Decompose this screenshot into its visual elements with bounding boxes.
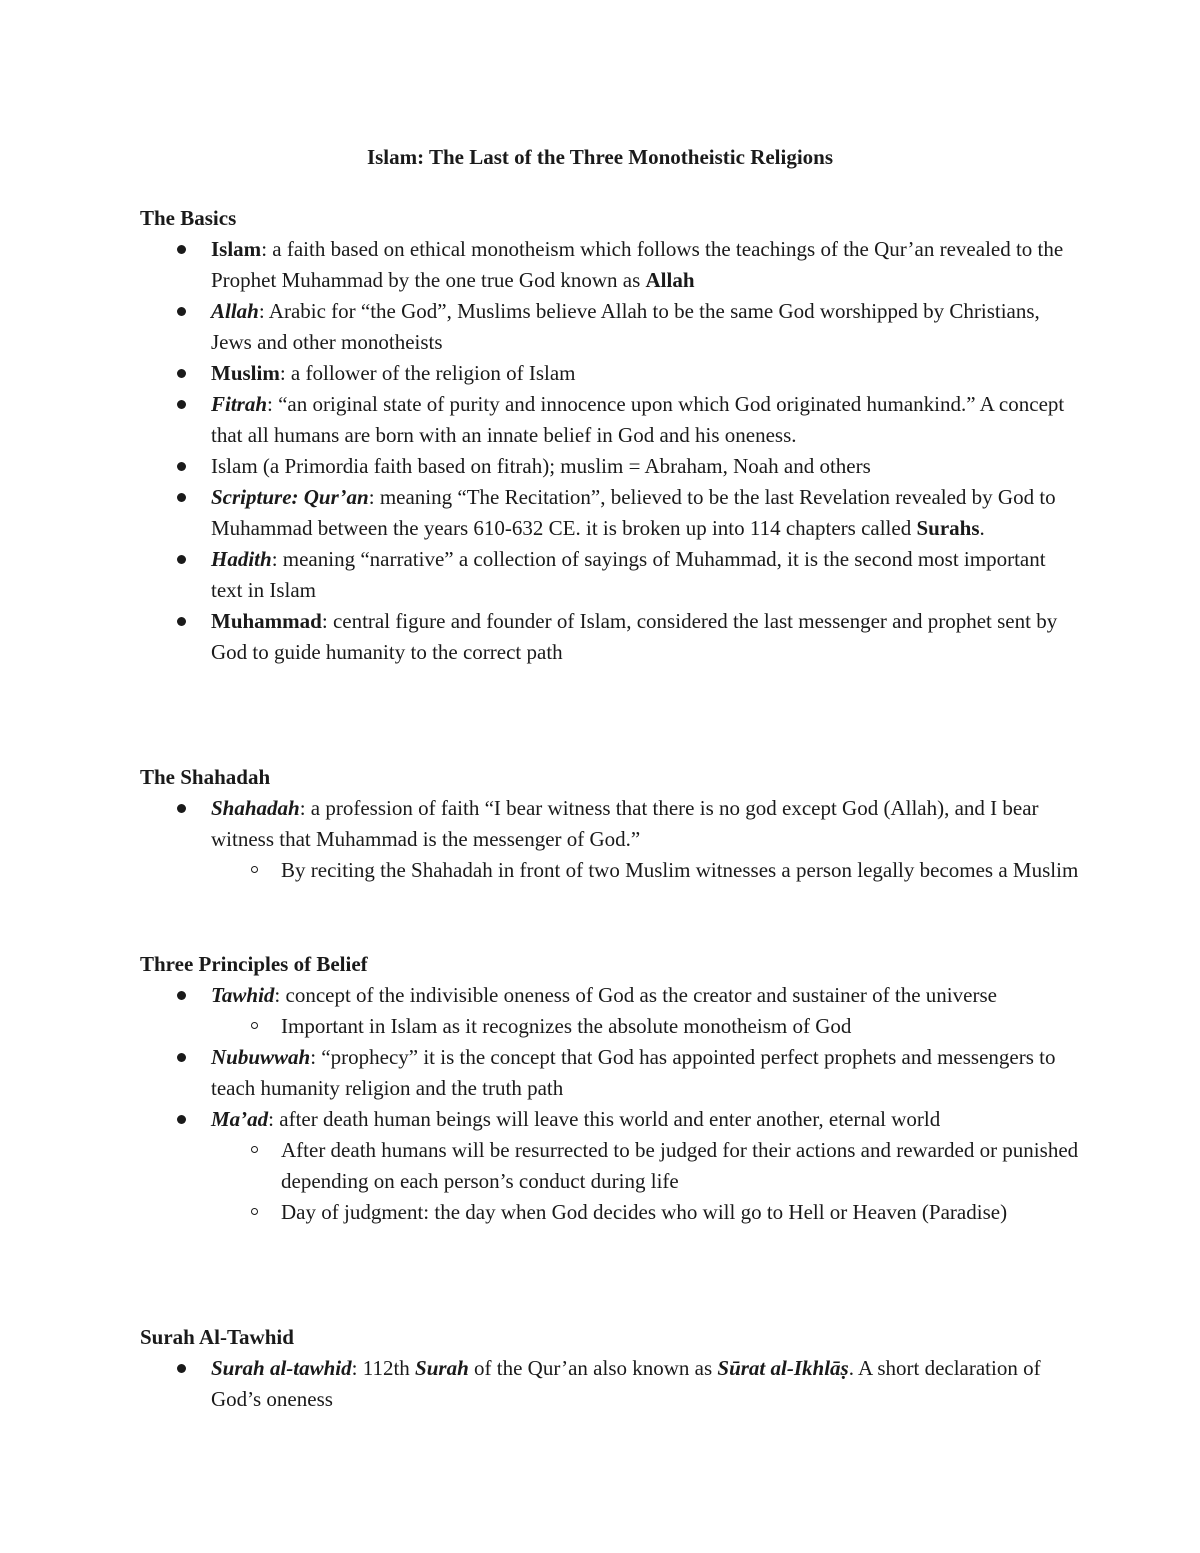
list-item — [140, 358, 1080, 389]
sub-list-item — [140, 1011, 1080, 1042]
term: Muslim — [211, 361, 280, 385]
definition: : after death human beings will leave this world and enter another, eternal world — [268, 1107, 941, 1131]
section-heading: Surah Al-Tawhid — [140, 1325, 294, 1349]
bullet-list — [140, 793, 1080, 886]
definition: : “prophecy” it is the concept that God has appointed perfect prophets and messengers to teach humanity religion and the truth path — [211, 1045, 1056, 1100]
term: Ma’ad — [211, 1107, 269, 1131]
bullet-list — [140, 234, 1080, 668]
definition: of the Qur’an also known as — [468, 1356, 718, 1380]
term: Surah al-tawhid — [211, 1356, 352, 1380]
term: Scripture: Qur’an — [211, 485, 369, 509]
term: Hadith — [211, 547, 272, 571]
list-item — [140, 482, 1080, 544]
definition: Day of judgment: the day when God decides who will go to Hell or Heaven (Paradise) — [281, 1200, 1008, 1224]
section-basics — [140, 203, 1080, 668]
definition: : a follower of the religion of Islam — [279, 361, 576, 385]
list-item — [140, 544, 1080, 606]
term: Tawhid — [211, 983, 275, 1007]
definition: : meaning “The Recitation”, believed to be the last Revelation revealed by God to Muhammad between the years 610-632 CE. it is broken up into 114 chapters called — [211, 485, 1056, 540]
section-principles — [140, 949, 1080, 1228]
definition: Islam (a Primordia faith based on fitrah); muslim = Abraham, Noah and others — [211, 454, 871, 478]
term: Fitrah — [211, 392, 268, 416]
section-heading: The Shahadah — [140, 765, 271, 789]
sub-list-item — [140, 855, 1080, 886]
definition: : a faith based on ethical monotheism which follows the teachings of the Qur’an revealed to the Prophet Muhammad by the one true God known as — [211, 237, 1064, 292]
definition: : a profession of faith “I bear witness that there is no god except God (Allah), and I bear witness that Muhammad is the messenger of God.” — [211, 796, 1039, 851]
sub-list-item — [140, 1197, 1080, 1228]
definition: : 112th — [351, 1356, 416, 1380]
list-item — [140, 389, 1080, 451]
list-item — [140, 234, 1080, 296]
definition: : “an original state of purity and innocence upon which God originated humankind.” A concept that all humans are born with an innate belief in God and his oneness. — [211, 392, 1065, 447]
list-item — [140, 1042, 1080, 1104]
term: Muhammad — [211, 609, 322, 633]
list-item — [140, 606, 1080, 668]
definition: . A short declaration of God’s oneness — [211, 1356, 1041, 1411]
list-item — [140, 980, 1080, 1011]
definition: By reciting the Shahadah in front of two Muslim witnesses a person legally becomes a Muslim — [281, 858, 1079, 882]
document-title: Islam: The Last of the Three Monotheistic Religions — [366, 145, 834, 169]
definition: . — [979, 516, 985, 540]
section-shahadah — [140, 762, 1080, 886]
bullet-list — [140, 1353, 1080, 1415]
definition: : central figure and founder of Islam, considered the last messenger and prophet sent by God to guide humanity to the correct path — [211, 609, 1058, 664]
section-heading: Three Principles of Belief — [140, 952, 368, 976]
definition: : Arabic for “the God”, Muslims believe Allah to be the same God worshipped by Christians, Jews and other monotheists — [211, 299, 1040, 354]
term: Sūrat al-Ikhlāṣ — [717, 1356, 849, 1380]
list-item — [140, 1104, 1080, 1135]
list-item — [140, 793, 1080, 855]
list-item — [140, 296, 1080, 358]
bullet-list — [140, 980, 1080, 1228]
definition: Important in Islam as it recognizes the absolute monotheism of God — [281, 1014, 852, 1038]
section-heading: The Basics — [140, 206, 237, 230]
term: Surahs — [916, 516, 980, 540]
list-item — [140, 451, 1080, 482]
term: Islam — [211, 237, 262, 261]
term: Shahadah — [211, 796, 300, 820]
definition: : meaning “narrative” a collection of sayings of Muhammad, it is the second most important text in Islam — [211, 547, 1046, 602]
section-surah — [140, 1322, 1080, 1415]
list-item — [140, 1353, 1080, 1415]
sub-list-item — [140, 1135, 1080, 1197]
definition: After death humans will be resurrected to be judged for their actions and rewarded or punished depending on each person’s conduct during life — [281, 1138, 1079, 1193]
term: Allah — [211, 299, 259, 323]
term: Surah — [415, 1356, 469, 1380]
definition: : concept of the indivisible oneness of God as the creator and sustainer of the universe — [274, 983, 997, 1007]
term: Nubuwwah — [211, 1045, 311, 1069]
term: Allah — [645, 268, 695, 292]
